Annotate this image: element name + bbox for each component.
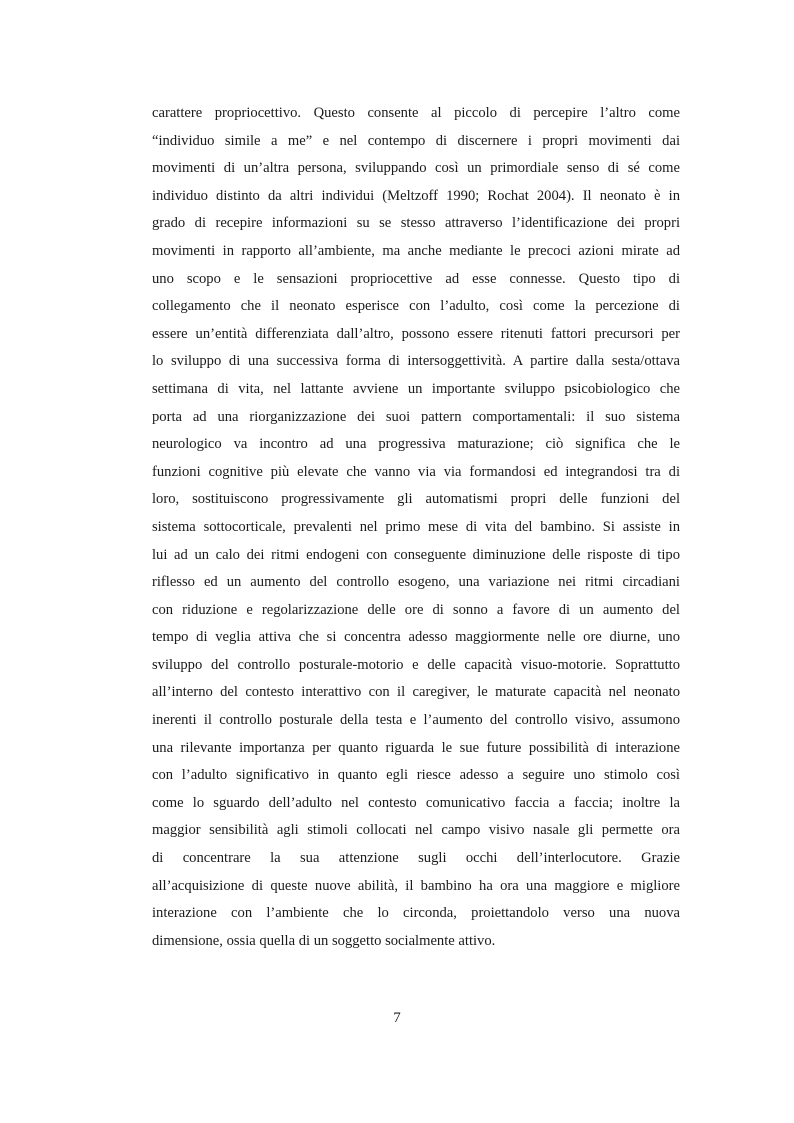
text-line: essere un’entità differenziata dall’altro, possono essere ritenuti fattori precursori per xyxy=(152,325,680,342)
text-line: grado di recepire informazioni su se stesso attraverso l’identificazione dei propri xyxy=(152,215,680,232)
text-line: movimenti di un’altra persona, sviluppando così un primordiale senso di sé come xyxy=(152,160,680,177)
text-line: settimana di vita, nel lattante avviene un importante sviluppo psicobiologico che xyxy=(152,380,680,397)
text-line: individuo distinto da altri individui (Meltzoff 1990; Rochat 2004). Il neonato è in xyxy=(152,187,680,204)
text-line: movimenti in rapporto all’ambiente, ma anche mediante le precoci azioni mirate ad xyxy=(152,242,680,259)
page-number: 7 xyxy=(393,1010,401,1026)
text-line: all’acquisizione di queste nuove abilità, il bambino ha ora una maggiore e migliore xyxy=(152,877,680,894)
text-line: all’interno del contesto interattivo con il caregiver, le maturate capacità nel neonato xyxy=(152,684,680,701)
text-line: inerenti il controllo posturale della testa e l’aumento del controllo visivo, assumono xyxy=(152,712,680,729)
text-line: interazione con l’ambiente che lo circonda, proiettandolo verso una nuova xyxy=(152,905,680,922)
text-line: con riduzione e regolarizzazione delle ore di sonno a favore di un aumento del xyxy=(152,601,680,618)
text-line: sistema sottocorticale, prevalenti nel primo mese di vita del bambino. Si assiste in xyxy=(152,518,680,535)
text-line: come lo sguardo dell’adulto nel contesto comunicativo faccia a faccia; inoltre la xyxy=(152,794,680,811)
text-line: tempo di veglia attiva che si concentra adesso maggiormente nelle ore diurne, uno xyxy=(152,629,680,646)
text-line: “individuo simile a me” e nel contempo di discernere i propri movimenti dai xyxy=(152,132,680,149)
text-line: carattere propriocettivo. Questo consente al piccolo di percepire l’altro come xyxy=(152,105,680,121)
text-line: funzioni cognitive più elevate che vanno via via formandosi ed integrandosi tra di xyxy=(152,463,680,480)
text-line: loro, sostituiscono progressivamente gli automatismi propri delle funzioni del xyxy=(152,491,680,508)
text-line-last: dimensione, ossia quella di un soggetto socialmente attivo. xyxy=(152,932,496,949)
text-line: lo sviluppo di una successiva forma di intersoggettività. A partire dalla sesta/ottava xyxy=(152,353,680,370)
body-paragraph xyxy=(152,100,680,955)
text-line: lui ad un calo dei ritmi endogeni con conseguente diminuzione delle risposte di tipo xyxy=(152,546,680,563)
text-line: una rilevante importanza per quanto riguarda le sue future possibilità di interazione xyxy=(152,739,680,756)
text-line: con l’adulto significativo in quanto egli riesce adesso a seguire uno stimolo così xyxy=(152,767,680,784)
text-line: porta ad una riorganizzazione dei suoi pattern comportamentali: il suo sistema xyxy=(152,408,680,425)
text-line: riflesso ed un aumento del controllo esogeno, una variazione nei ritmi circadiani xyxy=(152,574,680,591)
text-line: sviluppo del controllo posturale-motorio e delle capacità visuo-motorie. Soprattutto xyxy=(152,656,680,673)
text-line: neurologico va incontro ad una progressiva maturazione; ciò significa che le xyxy=(152,436,680,453)
text-line: collegamento che il neonato esperisce con l’adulto, così come la percezione di xyxy=(152,298,680,315)
text-line: maggior sensibilità agli stimoli collocati nel campo visivo nasale gli permette ora xyxy=(152,822,680,839)
text-line: di concentrare la sua attenzione sugli occhi dell’interlocutore. Grazie xyxy=(152,850,680,867)
text-line: uno scopo e le sensazioni propriocettive ad esse connesse. Questo tipo di xyxy=(152,270,680,287)
